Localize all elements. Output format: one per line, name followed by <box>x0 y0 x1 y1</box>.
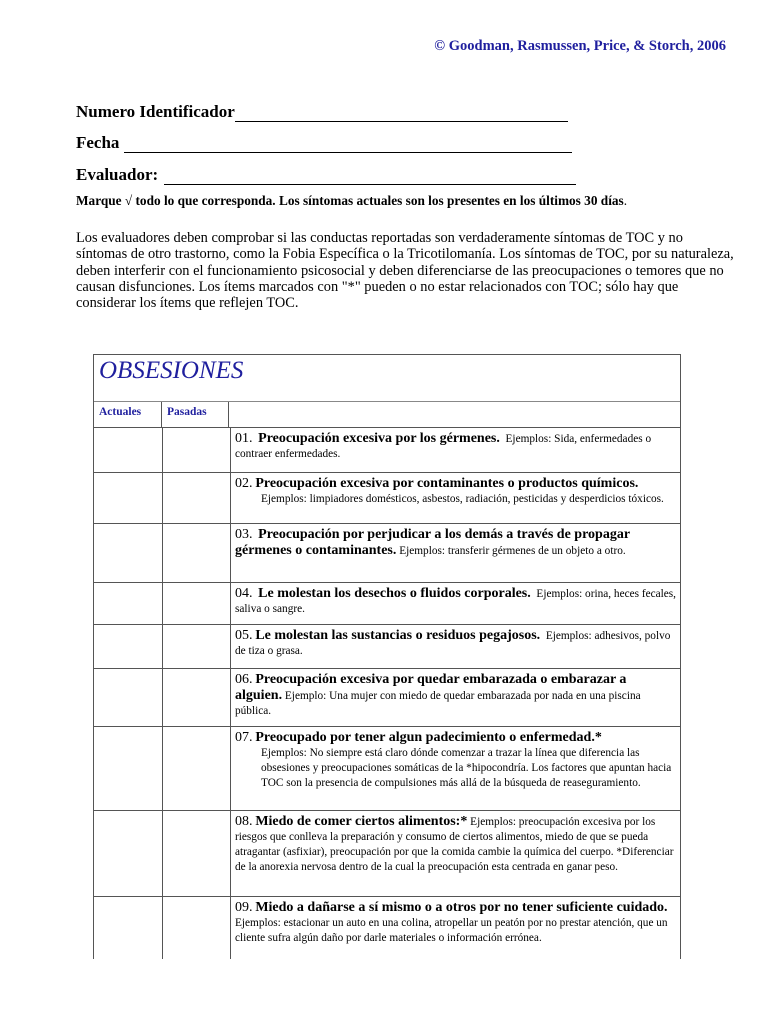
copyright-notice: © Goodman, Rasmussen, Price, & Storch, 2006 <box>434 38 726 54</box>
evaluator-guidance: Los evaluadores deben comprobar si las conductas reportadas son verdaderamente síntomas de TOC y no síntomas de otro trastorno, como la Fobia Específica o la Tricotilomanía. Los síntomas de TOC, por su naturaleza, deben interferir con el funcionamiento psicosocial y deben diferenciarse de las preocupaciones o temores que no causan disfunciones. Los ítems marcados con "*" pueden o no estar relacionados con TOC; sólo hay que considerar los ítems que reflejen TOC. <box>76 230 734 312</box>
item-title: Preocupación excesiva por contaminantes o productos químicos. <box>255 476 639 491</box>
current-checkbox[interactable] <box>94 897 163 959</box>
date-label: Fecha <box>76 133 120 152</box>
past-checkbox[interactable] <box>163 669 231 726</box>
current-checkbox[interactable] <box>94 625 163 668</box>
item-text <box>231 428 680 472</box>
item-number: 01. <box>235 431 253 446</box>
item-number: 07. <box>235 730 253 745</box>
item-example: Ejemplos: transferir gérmenes de un objeto a otro. <box>399 545 626 557</box>
table-row <box>94 524 680 583</box>
evaluator-label: Evaluador: <box>76 165 159 184</box>
id-label: Numero Identificador <box>76 102 235 121</box>
item-title: Miedo a dañarse a sí mismo o a otros por no tener suficiente cuidado. <box>255 900 668 915</box>
item-title: Preocupación excesiva por los gérmenes. <box>258 431 500 446</box>
id-field[interactable] <box>76 102 568 122</box>
instructions-bold: Marque √ todo lo que corresponda. Los síntomas actuales son los presentes en los últimos 30 días <box>76 193 624 208</box>
item-text <box>231 897 680 959</box>
item-example: Ejemplos: orina, heces fecales, saliva o sangre. <box>235 588 677 615</box>
id-input-line[interactable] <box>235 103 568 122</box>
item-number: 03. <box>235 527 253 542</box>
header-current: Actuales <box>94 402 162 427</box>
table-row <box>94 583 680 625</box>
table-title: OBSESIONES <box>99 357 244 384</box>
table-row <box>94 473 680 524</box>
table-row <box>94 669 680 727</box>
item-text <box>231 625 680 668</box>
date-field[interactable] <box>76 133 572 153</box>
evaluator-field[interactable] <box>76 165 576 185</box>
item-text <box>231 473 680 523</box>
current-checkbox[interactable] <box>94 811 163 896</box>
obsessions-table <box>93 354 681 959</box>
past-checkbox[interactable] <box>163 524 231 582</box>
item-title: Preocupación por perjudicar a los demás a través de propagar gérmenes o contaminantes. <box>235 527 630 558</box>
item-number: 08. <box>235 814 253 829</box>
header-blank <box>229 402 680 427</box>
item-number: 04. <box>235 586 253 601</box>
table-row <box>94 625 680 669</box>
item-title: Le molestan las sustancias o residuos pegajosos. <box>255 628 541 643</box>
table-header <box>94 402 680 428</box>
instructions <box>76 193 716 209</box>
item-text <box>231 669 680 726</box>
item-text <box>231 811 680 896</box>
item-example: Ejemplos: adhesivos, polvo de tiza o grasa. <box>235 630 671 657</box>
item-number: 09. <box>235 900 253 915</box>
evaluator-input-line[interactable] <box>164 166 576 185</box>
date-input-line[interactable] <box>124 134 572 153</box>
item-example: Ejemplos: preocupación excesiva por los riesgos que conlleva la preparación y consumo de ciertos alimentos, miedo de que se pueda atragantar (asfixiar), preocupación por que la comida cambie la química del cuerpo. *Diferenciar de la anorexia nervosa dentro de la cual la preocupación esta centrada en ganar peso. <box>235 816 674 873</box>
past-checkbox[interactable] <box>163 473 231 523</box>
current-checkbox[interactable] <box>94 583 163 624</box>
item-number: 06. <box>235 672 253 687</box>
current-checkbox[interactable] <box>94 428 163 472</box>
item-example: Ejemplos: estacionar un auto en una colina, atropellar un peatón por no prestar atención, que un cliente sufra algún daño por darle materiales o información errónea. <box>235 917 668 944</box>
current-checkbox[interactable] <box>94 473 163 523</box>
table-title-row <box>94 355 680 402</box>
item-title: Le molestan los desechos o fluidos corporales. <box>258 586 531 601</box>
past-checkbox[interactable] <box>163 897 231 959</box>
item-example: Ejemplo: Una mujer con miedo de quedar embarazada por nada en una piscina pública. <box>235 690 641 717</box>
table-row <box>94 727 680 811</box>
item-title: Preocupado por tener algun padecimiento o enfermedad.* <box>255 730 602 745</box>
item-text <box>231 727 680 810</box>
current-checkbox[interactable] <box>94 524 163 582</box>
item-title: Miedo de comer ciertos alimentos:* <box>255 814 468 829</box>
current-checkbox[interactable] <box>94 669 163 726</box>
header-past: Pasadas <box>162 402 229 427</box>
item-number: 02. <box>235 476 253 491</box>
item-example: Ejemplos: Sida, enfermedades o contraer enfermedades. <box>235 433 652 460</box>
past-checkbox[interactable] <box>163 583 231 624</box>
item-text <box>231 583 680 624</box>
past-checkbox[interactable] <box>163 428 231 472</box>
table-row <box>94 811 680 897</box>
past-checkbox[interactable] <box>163 811 231 896</box>
past-checkbox[interactable] <box>163 727 231 810</box>
item-example: Ejemplos: No siempre está claro dónde comenzar a trazar la línea que diferencia las obsesiones y preocupaciones somáticas de la *hipocondría. Los factores que apuntan hacia TOC son la presencia de compulsiones más allá de la búsqueda de reaseguramiento. <box>261 747 672 789</box>
item-number: 05. <box>235 628 253 643</box>
item-title: Preocupación excesiva por quedar embarazada o embarazar a alguien. <box>235 672 627 703</box>
item-example: Ejemplos: limpiadores domésticos, asbestos, radiación, pesticidas y desperdicios tóxicos. <box>261 493 664 505</box>
table-row <box>94 897 680 959</box>
past-checkbox[interactable] <box>163 625 231 668</box>
instructions-end: . <box>623 193 628 208</box>
current-checkbox[interactable] <box>94 727 163 810</box>
table-row <box>94 428 680 473</box>
item-text <box>231 524 680 582</box>
